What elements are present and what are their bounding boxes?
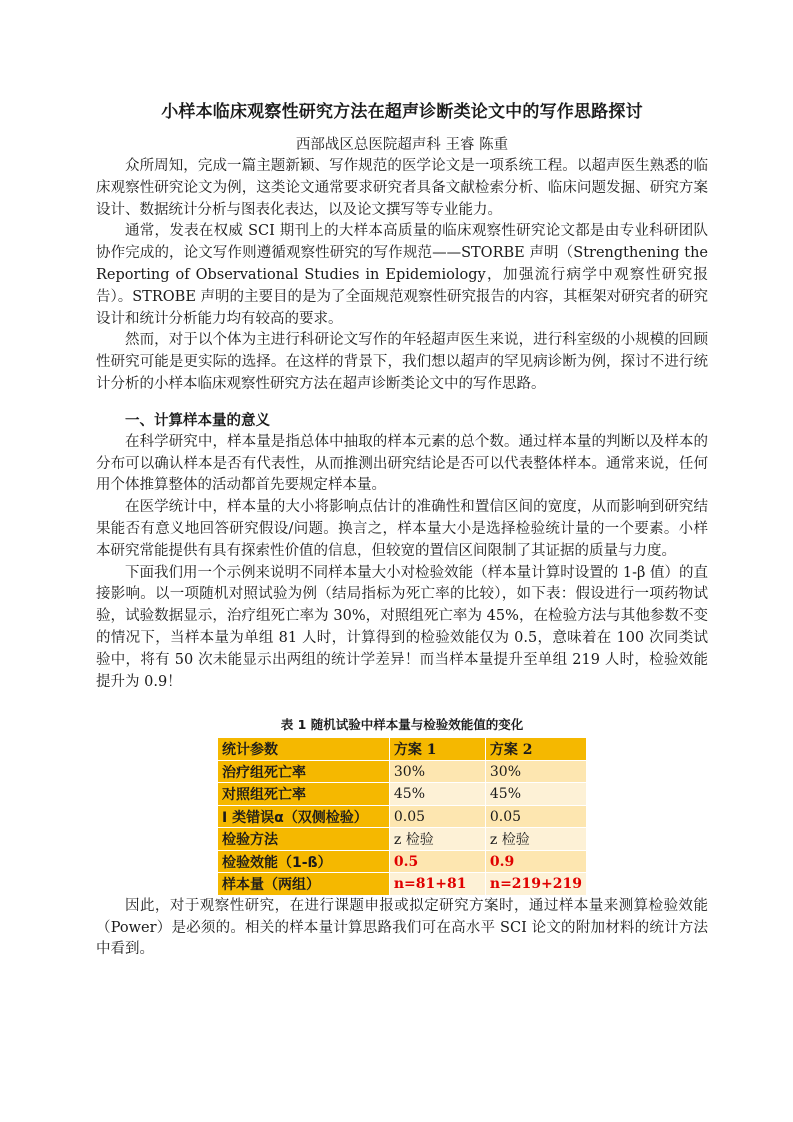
table-row-label: 检验方法: [218, 828, 390, 851]
document-page: [96, 100, 708, 961]
document-authors: 西部战区总医院超声科 王睿 陈重: [295, 137, 509, 153]
table-row: [218, 850, 587, 873]
section-1-heading: 一、计算样本量的意义: [125, 412, 270, 429]
table-cell: z 检验: [485, 828, 586, 851]
table-row: [218, 760, 587, 783]
table-cell-highlight: n=219+219: [485, 873, 586, 896]
section-1-paragraph-3: 下面我们用一个示例来说明不同样本量大小对检验效能（样本量计算时设置的 1-β 值）的直接影响。以一项随机对照试验为例（结局指标为死亡率的比较），如下表：假设进行一项药物试验，试验数据显示，治疗组死亡率为 30%，对照组死亡率为 45%，在检验方法与其他参数不变的情况下，当样本量为单组 81 人时，计算得到的检验效能仅为 0.5，意味着在 100 次同类试验中，将有 50 次未能显示出两组的统计学差异！而当样本量提升至单组 219 人时，检验效能提升为 0.9！: [96, 564, 709, 690]
table-cell: 30%: [389, 760, 485, 783]
table-row-label: 样本量（两组）: [218, 873, 390, 896]
section-1-paragraph-1: 在科学研究中，样本量是指总体中抽取的样本元素的总个数。通过样本量的判断以及样本的分布可以确认样本是否有代表性，从而推测出研究结论是否可以代表整体样本。通常来说，任何用个体推算整体的活动都首先要规定样本量。: [96, 433, 708, 494]
table-row-label: 治疗组死亡率: [218, 760, 390, 783]
table-caption: 表 1 随机试验中样本量与检验效能值的变化: [280, 717, 524, 733]
table-row: [218, 783, 587, 806]
table-row-label: I 类错误α（双侧检验）: [218, 805, 390, 828]
table-cell: 0.05: [389, 805, 485, 828]
table-cell: 45%: [389, 783, 485, 806]
table-row-label: 对照组死亡率: [218, 783, 390, 806]
table-row-label: 检验效能（1-ß）: [218, 850, 390, 873]
table-row: [218, 873, 587, 896]
intro-paragraph-3: 然而，对于以个体为主进行科研论文写作的年轻超声医生来说，进行科室级的小规模的回顾性研究可能是更实际的选择。在这样的背景下，我们想以超声的罕见病诊断为例，探讨不进行统计分析的小样本临床观察性研究方法在超声诊断类论文中的写作思路。: [96, 332, 708, 392]
conclusion-paragraph: 因此，对于观察性研究，在进行课题申报或拟定研究方案时，通过样本量来测算检验效能（Power）是必须的。相关的样本量计算思路我们可在高水平 SCI 论文的附加材料的统计方法中看到。: [96, 897, 708, 958]
sample-size-table: [217, 737, 587, 896]
table-cell-highlight: n=81+81: [389, 873, 485, 896]
table-cell: 30%: [485, 760, 586, 783]
table-cell: 45%: [485, 783, 586, 806]
intro-paragraph-1: 众所周知，完成一篇主题新颖、写作规范的医学论文是一项系统工程。以超声医生熟悉的临床观察性研究论文为例，这类论文通常要求研究者具备文献检索分析、临床问题发掘、研究方案设计、数据统计分析与图表化表达，以及论文撰写等专业能力。: [96, 158, 708, 218]
table-container: [96, 715, 708, 896]
table-cell-highlight: 0.5: [389, 850, 485, 873]
table-cell-highlight: 0.9: [485, 850, 586, 873]
table-row: [218, 828, 587, 851]
table-cell: 0.05: [485, 805, 586, 828]
table-header-cell: 方案 1: [389, 738, 485, 761]
table-header-row: [218, 738, 587, 761]
intro-paragraph-2: 通常，发表在权威 SCI 期刊上的大样本高质量的临床观察性研究论文都是由专业科研团队协作完成的，论文写作则遵循观察性研究的写作规范——STORBE 声明（Strengthening the Reporting of Observational Studies in Epidemiology，加强流行病学中观察性研究报告）。STROBE 声明的主要目的是为了全面规范观察性研究报告的内容，其框架对研究者的研究设计和统计分析能力均有较高的要求。: [96, 223, 709, 327]
table-header-cell: 方案 2: [485, 738, 586, 761]
table-cell: z 检验: [389, 828, 485, 851]
table-header-cell: 统计参数: [218, 738, 390, 761]
section-1-paragraph-2: 在医学统计中，样本量的大小将影响点估计的准确性和置信区间的宽度，从而影响到研究结果能否有意义地回答研究假设/问题。换言之，样本量大小是选择检验统计量的一个要素。小样本研究常能提供有具有探索性价值的信息，但较宽的置信区间限制了其证据的质量与力度。: [96, 499, 708, 559]
document-title: 小样本临床观察性研究方法在超声诊断类论文中的写作思路探讨: [161, 102, 643, 122]
table-row: [218, 805, 587, 828]
